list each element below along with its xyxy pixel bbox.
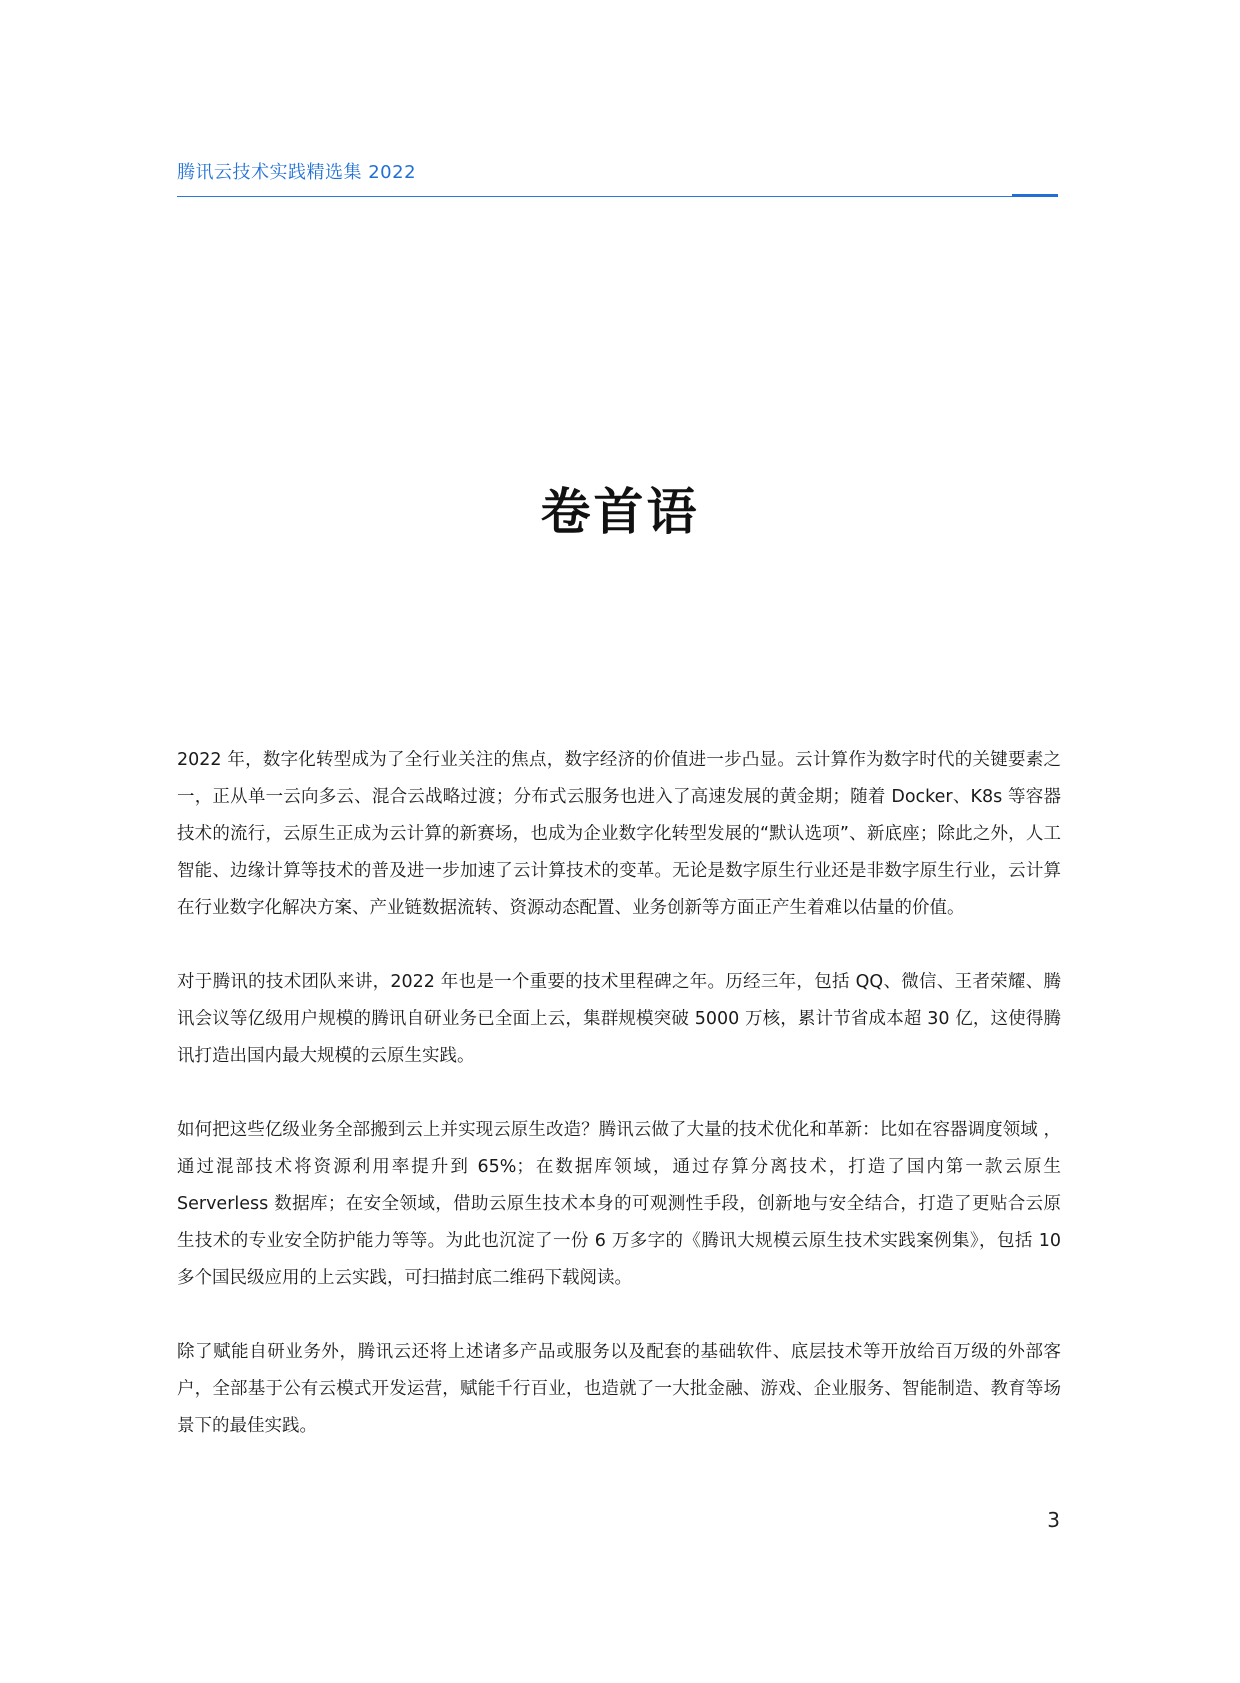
paragraph-3: 如何把这些亿级业务全部搬到云上并实现云原生改造？腾讯云做了大量的技术优化和革新：比如在容器调度领域 ，通过混部技术将资源利用率提升到 65%；在数据库领域，通过存算分离技术，打造了国内第一款云原生 Serverless 数据库；在安全领域，借助云原生技术本身的可观测性手段，创新地与安全结合，打造了更贴合云原生技术的专业安全防护能力等等。为此也沉淀了一份 6 万多字的《腾讯大规模云原生技术实践案例集》，包括 10 多个国民级应用的上云实践，可扫描封底二维码下载阅读。 — [177, 1120, 1061, 1288]
running-header-title: 腾讯云技术实践精选集 2022 — [177, 162, 417, 183]
paragraph-2: 对于腾讯的技术团队来讲，2022 年也是一个重要的技术里程碑之年。历经三年，包括 QQ、微信、王者荣耀、腾讯会议等亿级用户规模的腾讯自研业务已全面上云，集群规模突破 5000 万核，累计节省成本超 30 亿，这使得腾讯打造出国内最大规模的云原生实践。 — [177, 972, 1061, 1066]
header-divider — [177, 196, 1058, 197]
header-divider-accent — [1012, 194, 1058, 197]
page-title: 卷首语 — [540, 483, 700, 541]
paragraph-1: 2022 年，数字化转型成为了全行业关注的焦点，数字经济的价值进一步凸显。云计算作为数字时代的关键要素之一，正从单一云向多云、混合云战略过渡；分布式云服务也进入了高速发展的黄金期；随着 Docker、K8s 等容器技术的流行，云原生正成为云计算的新赛场，也成为企业数字化转型发展的“默认选项”、新底座；除此之外，人工智能、边缘计算等技术的普及进一步加速了云计算技术的变革。无论是数字原生行业还是非数字原生行业，云计算在行业数字化解决方案、产业链数据流转、资源动态配置、业务创新等方面正产生着难以估量的价值。 — [177, 750, 1061, 918]
body-text — [177, 742, 1061, 1482]
paragraph-4: 除了赋能自研业务外，腾讯云还将上述诸多产品或服务以及配套的基础软件、底层技术等开放给百万级的外部客户，全部基于公有云模式开发运营，赋能千行百业，也造就了一大批金融、游戏、企业服务、智能制造、教育等场景下的最佳实践。 — [177, 1342, 1061, 1436]
page-number: 3 — [1047, 1508, 1060, 1532]
